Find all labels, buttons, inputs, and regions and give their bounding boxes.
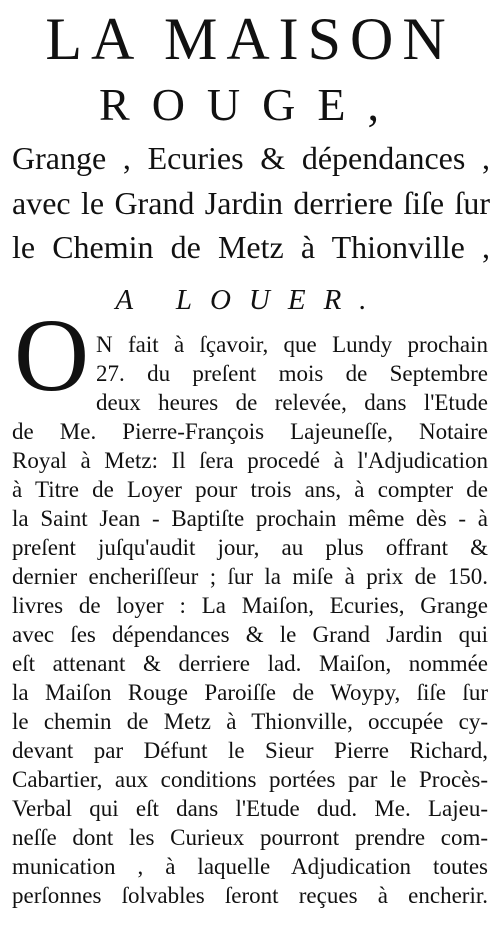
body-line: de Me. Pierre-François Lajeuneſſe, Notaire: [12, 419, 488, 444]
body-line: devant par Défunt le Sieur Pierre Richard,: [12, 738, 488, 763]
body-line: livres de loyer : La Maiſon, Ecuries, Grange: [12, 593, 488, 618]
body-line: N fait à ſçavoir, que Lundy prochain: [96, 332, 488, 357]
body-line: dernier encheriſſeur ; ſur la miſe à prix de 150.: [12, 564, 488, 589]
body-line: 27. du preſent mois de Septembre: [96, 361, 488, 386]
body-line: Royal à Metz: Il ſera procedé à l'Adjudication: [12, 448, 488, 473]
body-line: perſonnes ſolvables ſeront reçues à encherir.: [12, 883, 488, 908]
subtitle-line-3: le Chemin de Metz à Thionville ,: [12, 229, 490, 265]
title-line-2: ROUGE,: [99, 79, 401, 130]
subtitle-line-2: avec le Grand Jardin derriere ſiſe ſur: [12, 185, 490, 221]
body-line: avec ſes dépendances & le Grand Jardin qui: [12, 622, 488, 647]
body-line: à Titre de Loyer pour trois ans, à compter de: [12, 477, 488, 502]
body-line: munication , à laquelle Adjudication toutes: [12, 854, 488, 879]
body-line: neſſe dont les Curieux pourront prendre com-: [12, 825, 488, 850]
body-line: deux heures de relevée, dans l'Etude: [96, 390, 488, 415]
body-line: Verbal qui eſt dans l'Etude dud. Me. Lajeu-: [12, 796, 488, 821]
section-heading: A LOUER.: [115, 284, 385, 316]
subtitle-line-1: Grange , Ecuries & dépendances ,: [12, 140, 490, 176]
drop-cap-letter: O: [14, 298, 90, 413]
body-line: le chemin de Metz à Thionville, occupée cy-: [12, 709, 488, 734]
body-line: Cabartier, aux conditions portées par le Procès-: [12, 767, 488, 792]
body-line: la Maiſon Rouge Paroiſſe de Woypy, ſiſe ſur: [12, 680, 488, 705]
body-line: eſt attenant & derriere lad. Maiſon, nommée: [12, 651, 488, 676]
body-line: preſent juſqu'audit jour, au plus offrant &: [12, 535, 488, 560]
body-line: la Saint Jean - Baptiſte prochain même dès - à: [12, 506, 488, 531]
title-line-1: LA MAISON: [45, 6, 455, 72]
